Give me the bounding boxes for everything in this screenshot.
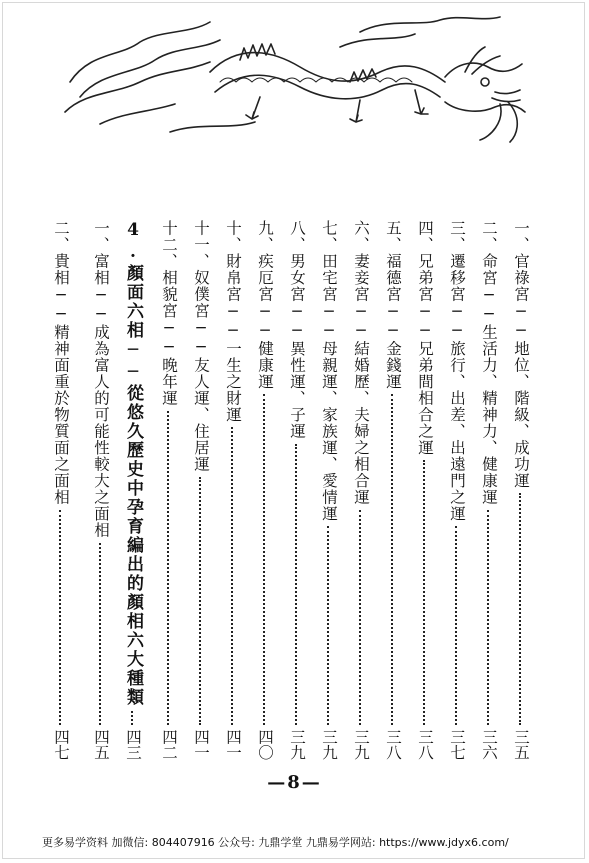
- toc-entry-title: 九、疾厄宮──健康運: [256, 220, 274, 390]
- leader-dots: [391, 394, 393, 725]
- leader-dots: [327, 526, 329, 725]
- toc-entry: [442, 220, 472, 760]
- toc-entry-title: 十、財帛宮──一生之財運: [224, 220, 242, 423]
- toc-entry-page: 四五: [92, 729, 110, 760]
- toc-entry-title: 三、遷移宮──旅行、出差、出遠門之運: [448, 220, 466, 522]
- toc-entry-page: 三八: [384, 729, 402, 760]
- toc-entry-page: 三六: [480, 729, 498, 760]
- toc-entry-page: 三七: [448, 729, 466, 760]
- toc-entry: [250, 220, 280, 760]
- toc-entry-page: 四二: [160, 729, 178, 760]
- toc-entry-title: 十一、奴僕宮──友人運、住居運: [192, 220, 210, 473]
- page-number: —8—: [267, 772, 322, 793]
- toc-entry: [118, 220, 148, 760]
- leader-dots: [131, 711, 133, 725]
- leader-dots: [231, 427, 233, 725]
- toc-entry-title: 六、妻妾宮──結婚歷、夫婦之相合運: [352, 220, 370, 506]
- leader-dots: [359, 510, 361, 725]
- leader-dots: [295, 444, 297, 725]
- toc-entry-page: 四七: [52, 729, 70, 760]
- leader-dots: [455, 526, 457, 725]
- leader-dots: [519, 493, 521, 725]
- leader-dots: [263, 394, 265, 725]
- toc-entry: [282, 220, 312, 760]
- toc-entry-page: 四〇: [256, 729, 274, 760]
- toc-entry: [314, 220, 344, 760]
- leader-dots: [59, 510, 61, 725]
- toc-entry-title: 四、兄弟宮──兄弟間相合之運: [416, 220, 434, 456]
- toc-entry: [410, 220, 440, 760]
- toc-entry-page: 四一: [224, 729, 242, 760]
- toc-entry-title: 一、富相──成為富人的可能性較大之面相: [92, 220, 110, 539]
- footer-text: 更多易学资料 加微信: 804407916 公众号: 九鼎学堂 九鼎易学网站: https://www.jdyx6.com/: [42, 836, 509, 849]
- toc-entry: [154, 220, 184, 760]
- toc-entry-title: 十二、相貌宮──晚年運: [160, 220, 178, 407]
- toc-entry-page: 三九: [352, 729, 370, 760]
- toc-entry: [186, 220, 216, 760]
- leader-dots: [423, 460, 425, 725]
- toc-entry: [506, 220, 536, 760]
- toc-entry-title: 七、田宅宮──母親運、家族運、愛情運: [320, 220, 338, 522]
- toc-entry-page: 四一: [192, 729, 210, 760]
- toc-entry-page: 三九: [320, 729, 338, 760]
- leader-dots: [167, 411, 169, 725]
- leader-dots: [487, 510, 489, 725]
- toc-entry-title: 五、福德宮──金錢運: [384, 220, 402, 390]
- toc-entry-title: 八、男女宮──異性運、子運: [288, 220, 306, 440]
- toc-entry-page: 三八: [416, 729, 434, 760]
- toc-entry: [46, 220, 76, 760]
- toc-entry-title: 二、貴相──精神面重於物質面之面相: [52, 220, 70, 506]
- toc-entry-title: 一、官祿宮──地位、階級、成功運: [512, 220, 530, 489]
- toc-entry: [474, 220, 504, 760]
- toc-entry-page: 三九: [288, 729, 306, 760]
- toc-entry: [378, 220, 408, 760]
- toc-entry: [86, 220, 116, 760]
- toc-entry-page: 四三: [124, 729, 142, 760]
- toc-entry-title: 4.顏面六相──從悠久歷史中孕育編出的顏相六大種類: [123, 220, 143, 707]
- leader-dots: [199, 477, 201, 725]
- leader-dots: [99, 543, 101, 725]
- toc-entry-page: 三五: [512, 729, 530, 760]
- toc-entry-title: 二、命宮──生活力、精神力、健康運: [480, 220, 498, 506]
- toc-entry: [346, 220, 376, 760]
- toc-entry: [218, 220, 248, 760]
